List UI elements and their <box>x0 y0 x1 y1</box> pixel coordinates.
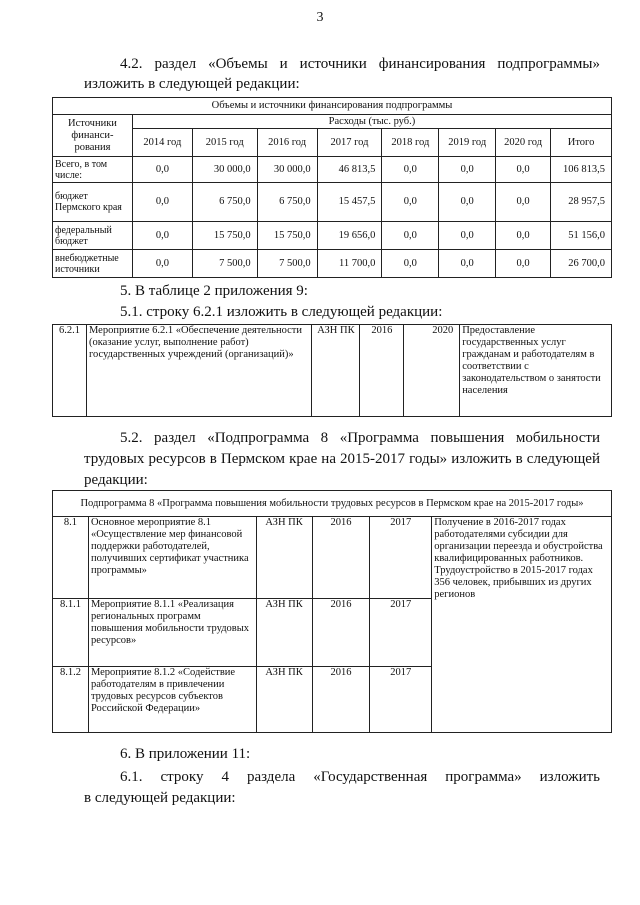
measure-name: Основное мероприятие 8.1 «Осуществление мер финансовой поддержки работодателей, получивших сертификат участника программы» <box>88 517 256 599</box>
cell: 0,0 <box>132 222 192 250</box>
cell: 0,0 <box>439 222 496 250</box>
cell: 30 000,0 <box>257 157 317 183</box>
expected-result: Предоставление государственных услуг гражданам и работодателям в соответствии с законодательством о занятости населения <box>460 325 612 417</box>
cell: 51 156,0 <box>551 222 612 250</box>
cell: 30 000,0 <box>192 157 257 183</box>
paragraph-5-1: 5.1. строку 6.2.1 изложить в следующей редакции: <box>120 304 443 320</box>
year-header: 2014 год <box>132 129 192 157</box>
measure-name: Мероприятие 8.1.2 «Содействие работодателям в привлечении трудовых ресурсов субъектов Российской Федерации» <box>88 667 256 733</box>
cell: 0,0 <box>496 157 551 183</box>
row-number: 6.2.1 <box>53 325 87 417</box>
paragraph-6-1-line2: в следующей редакции: <box>84 790 236 806</box>
cell: 0,0 <box>439 157 496 183</box>
page-number: 3 <box>316 10 324 25</box>
cell: 0,0 <box>382 250 439 278</box>
funding-table-title: Объемы и источники финансирования подпрограммы <box>53 98 612 115</box>
table-row <box>53 222 612 250</box>
cell: 7 500,0 <box>257 250 317 278</box>
cell: 6 750,0 <box>192 183 257 222</box>
paragraph-6-1-line1: 6.1. строку 4 раздела «Государственная программа» изложить <box>120 769 600 785</box>
cell: 0,0 <box>382 222 439 250</box>
executor: АЗН ПК <box>312 325 360 417</box>
year-header: 2020 год <box>496 129 551 157</box>
start-year: 2016 <box>360 325 404 417</box>
row-number: 8.1 <box>53 517 89 599</box>
subprogram-title: Подпрограмма 8 «Программа повышения мобильности трудовых ресурсов в Пермском крае на 2015-2017 годы» <box>53 491 612 517</box>
cell: 15 750,0 <box>192 222 257 250</box>
row-label: бюджет Пермского края <box>53 183 133 222</box>
row-label: внебюджетные источники <box>53 250 133 278</box>
cell: 0,0 <box>132 157 192 183</box>
end-year: 2020 <box>404 325 460 417</box>
table-row <box>53 157 612 183</box>
end-year: 2017 <box>370 599 432 667</box>
paragraph-5-2-line2: трудовых ресурсов в Пермском крае на 2015-2017 годы» изложить в следующей <box>84 451 600 467</box>
row-number: 8.1.2 <box>53 667 89 733</box>
cell: 0,0 <box>132 183 192 222</box>
paragraph-6: 6. В приложении 11: <box>120 746 251 762</box>
paragraph-4-2-line1: 4.2. раздел «Объемы и источники финансирования подпрограммы» <box>120 56 600 72</box>
sources-header: Источники финанси-рования <box>53 115 133 157</box>
executor: АЗН ПК <box>256 517 312 599</box>
cell: 15 750,0 <box>257 222 317 250</box>
paragraph-5: 5. В таблице 2 приложения 9: <box>120 283 308 299</box>
end-year: 2017 <box>370 517 432 599</box>
cell: 11 700,0 <box>317 250 382 278</box>
expected-result: Получение в 2016-2017 годах работодателями субсидии для организации переезда и обустройства квалифицированных работников. Трудоустройство в 2015-2017 годах 356 человек, прибывших из других регионов <box>432 517 612 733</box>
executor: АЗН ПК <box>256 599 312 667</box>
expenses-header: Расходы (тыс. руб.) <box>132 115 611 129</box>
table-row <box>53 250 612 278</box>
cell: 0,0 <box>132 250 192 278</box>
table-row <box>53 183 612 222</box>
paragraph-4-2-line2: изложить в следующей редакции: <box>84 76 300 92</box>
row-label: федеральный бюджет <box>53 222 133 250</box>
cell: 0,0 <box>382 183 439 222</box>
measure-name: Мероприятие 8.1.1 «Реализация региональных программ повышения мобильности трудовых ресурсов» <box>88 599 256 667</box>
paragraph-5-2-line1: 5.2. раздел «Подпрограмма 8 «Программа повышения мобильности <box>120 430 600 446</box>
cell: 106 813,5 <box>551 157 612 183</box>
cell: 28 957,5 <box>551 183 612 222</box>
cell: 46 813,5 <box>317 157 382 183</box>
year-header: 2019 год <box>439 129 496 157</box>
row-6-2-1-table <box>52 324 612 417</box>
executor: АЗН ПК <box>256 667 312 733</box>
total-header: Итого <box>551 129 612 157</box>
cell: 0,0 <box>439 183 496 222</box>
cell: 0,0 <box>496 250 551 278</box>
cell: 0,0 <box>496 222 551 250</box>
measure-name: Мероприятие 6.2.1 «Обеспечение деятельности (оказание услуг, выполнение работ) государственных учреждений (организаций)» <box>86 325 311 417</box>
cell: 6 750,0 <box>257 183 317 222</box>
cell: 7 500,0 <box>192 250 257 278</box>
cell: 19 656,0 <box>317 222 382 250</box>
year-header: 2018 год <box>382 129 439 157</box>
cell: 26 700,0 <box>551 250 612 278</box>
year-header: 2016 год <box>257 129 317 157</box>
cell: 0,0 <box>439 250 496 278</box>
paragraph-5-2-line3: редакции: <box>84 472 148 488</box>
cell: 15 457,5 <box>317 183 382 222</box>
start-year: 2016 <box>312 599 370 667</box>
start-year: 2016 <box>312 667 370 733</box>
subprogram-8-table <box>52 490 612 733</box>
year-header: 2017 год <box>317 129 382 157</box>
table-row <box>53 517 612 599</box>
row-label: Всего, в том числе: <box>53 157 133 183</box>
cell: 0,0 <box>496 183 551 222</box>
funding-table <box>52 97 612 278</box>
start-year: 2016 <box>312 517 370 599</box>
end-year: 2017 <box>370 667 432 733</box>
year-header: 2015 год <box>192 129 257 157</box>
cell: 0,0 <box>382 157 439 183</box>
row-number: 8.1.1 <box>53 599 89 667</box>
